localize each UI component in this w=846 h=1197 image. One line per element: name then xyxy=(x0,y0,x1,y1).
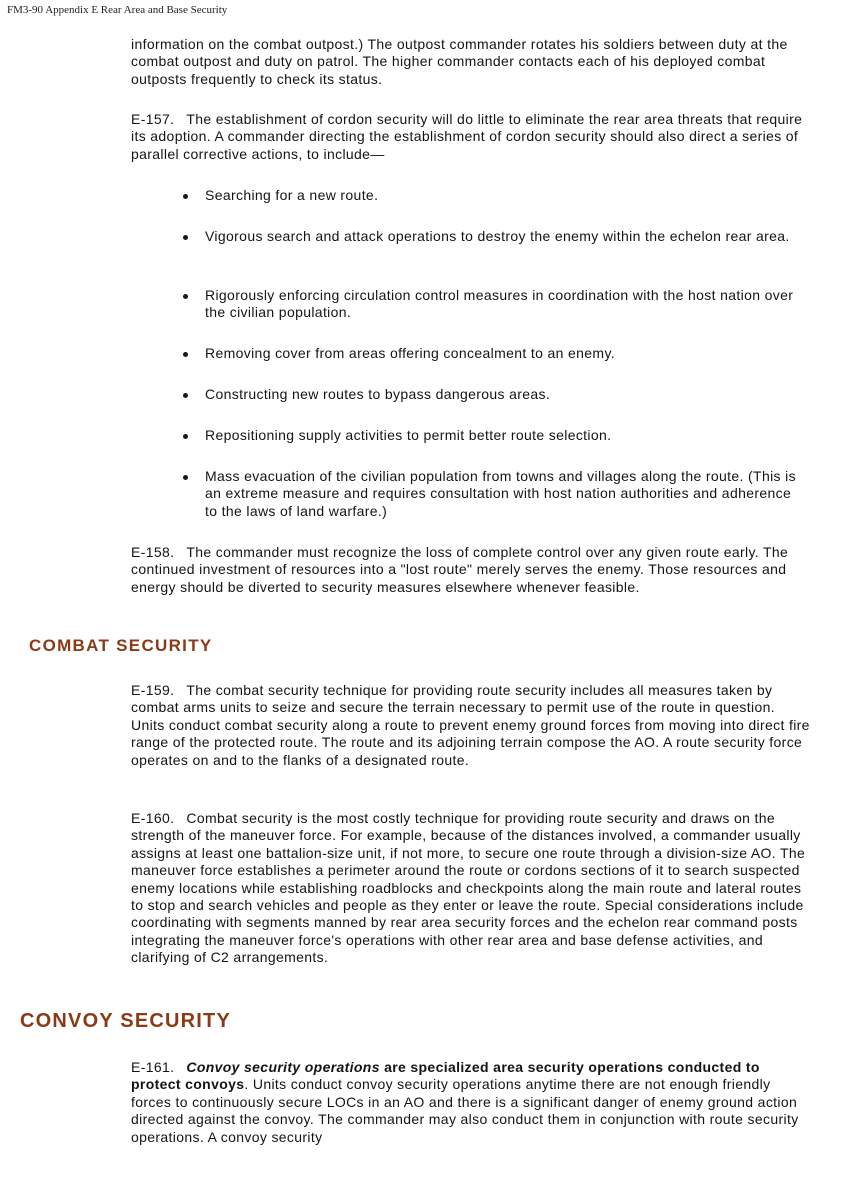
bullet-icon xyxy=(183,294,188,299)
bullet-icon xyxy=(183,235,188,240)
list-item-text: Repositioning supply activities to permit better route selection. xyxy=(205,427,612,443)
paragraph-number: E-159. xyxy=(131,682,175,698)
section-heading-combat-security: COMBAT SECURITY xyxy=(29,636,213,655)
list-item xyxy=(183,228,803,245)
paragraph-continued: information on the combat outpost.) The outpost commander rotates his soldiers between duty at the combat outpost and duty on patrol. The higher commander contacts each of his deployed combat outposts frequently to check its status. xyxy=(131,36,788,87)
list-item-text: Removing cover from areas offering concealment to an enemy. xyxy=(205,345,615,361)
paragraph-text: Combat security is the most costly technique for providing route security and draws on the strength of the maneuver force. For example, because of the distances involved, a commander usually assigns at least one battalion-size unit, if not more, to secure one route through a division-size AO. The maneuver force establishes a perimeter around the route or cordons sections of it to search suspected enemy locations while establishing roadblocks and checkpoints along the main route and lateral routes to stop and search vehicles and people as they enter or leave the route. Special considerations include coordinating with segments manned by rear area security forces and the echelon rear command posts integrating the maneuver force's operations with other rear area and base defense activities, and clarifying of C2 arrangements. xyxy=(131,810,806,966)
bullet-icon xyxy=(183,393,188,398)
list-item-text: Mass evacuation of the civilian population from towns and villages along the route. (This is an extreme measure and requires consultation with host nation authorities and adherence to the laws of land warfare.) xyxy=(205,468,796,519)
paragraph-text: The establishment of cordon security will do little to eliminate the rear area threats that require its adoption. A commander directing the establishment of cordon security should also direct a series of parallel corrective actions, to include— xyxy=(131,111,803,162)
paragraph-number: E-160. xyxy=(131,810,175,826)
list-item xyxy=(183,187,803,204)
bullet-icon xyxy=(183,352,188,357)
list-item xyxy=(183,345,803,362)
list-item xyxy=(183,427,803,444)
bullet-icon xyxy=(183,475,188,480)
section-heading-convoy-security: CONVOY SECURITY xyxy=(20,1010,231,1032)
bullet-icon xyxy=(183,434,188,439)
paragraph-number: E-157. xyxy=(131,111,175,127)
bullet-icon xyxy=(183,194,188,199)
list-item xyxy=(183,287,803,322)
list-item-text: Vigorous search and attack operations to destroy the enemy within the echelon rear area. xyxy=(205,228,790,244)
defined-term: Convoy security operations xyxy=(186,1059,380,1075)
paragraph-e157 xyxy=(131,111,811,163)
paragraph-e160 xyxy=(131,810,811,967)
paragraph-text: . Units conduct convoy security operations anytime there are not enough friendly forces to continuously secure LOCs in an AO and there is a significant danger of enemy ground action directed against the convoy. The commander may also conduct them in conjunction with route security operations. A convoy security xyxy=(131,1076,799,1145)
list-item xyxy=(183,386,803,403)
list-item-text: Constructing new routes to bypass dangerous areas. xyxy=(205,386,551,402)
paragraph-text: The commander must recognize the loss of complete control over any given route early. The continued investment of resources into a "lost route" merely serves the enemy. Those resources and energy should be diverted to security measures elsewhere whenever feasible. xyxy=(131,544,789,595)
paragraph-e159 xyxy=(131,682,811,769)
paragraph-number: E-161. xyxy=(131,1059,175,1075)
list-item-text: Searching for a new route. xyxy=(205,187,379,203)
running-header: FM3-90 Appendix E Rear Area and Base Security xyxy=(7,4,228,16)
list-item-text: Rigorously enforcing circulation control measures in coordination with the host nation over the civilian population. xyxy=(205,287,794,321)
paragraph-number: E-158. xyxy=(131,544,175,560)
list-item xyxy=(183,468,803,520)
paragraph-e161 xyxy=(131,1059,811,1146)
paragraph-e158 xyxy=(131,544,811,596)
term-definition: are specialized area security operations conducted to protect convoys xyxy=(131,1059,760,1093)
paragraph-text: The combat security technique for providing route security includes all measures taken by combat arms units to seize and secure the terrain necessary to permit use of the route in question. Units conduct combat security along a route to prevent enemy ground forces from moving into direct fire range of the protected route. The route and its adjoining terrain compose the AO. A route security force operates on and to the flanks of a designated route. xyxy=(131,682,810,768)
